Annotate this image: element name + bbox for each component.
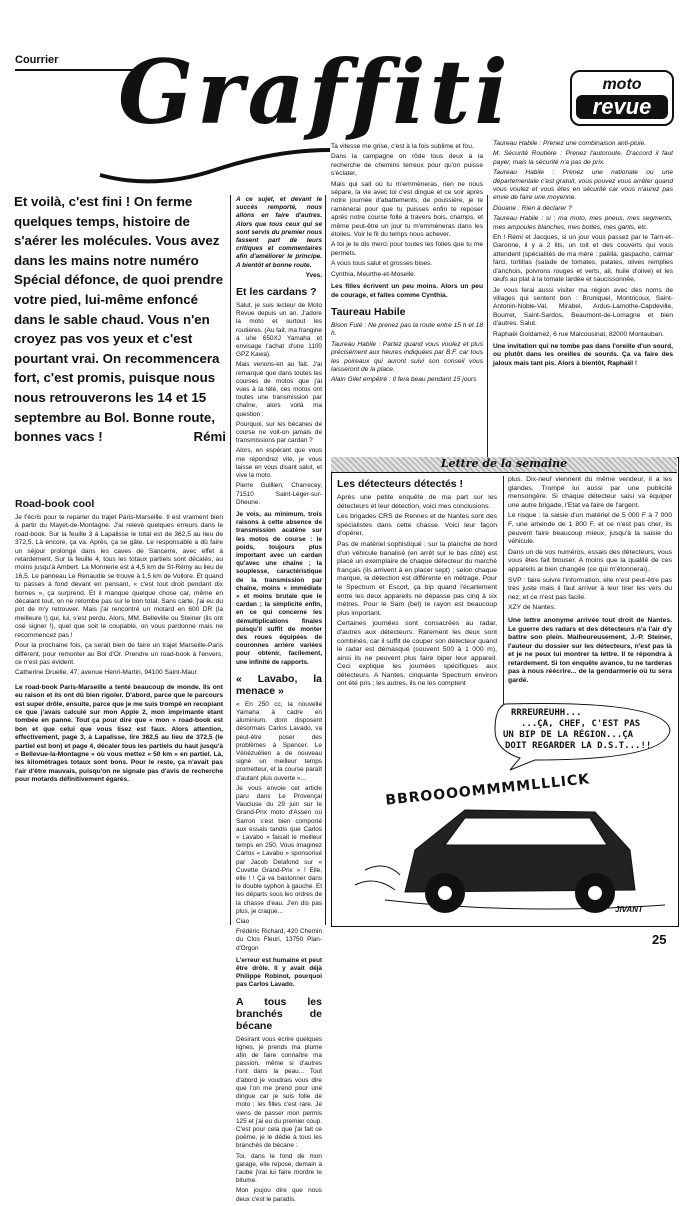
cardans-heading: Et les cardans ? xyxy=(236,286,317,299)
editor-reply: Une lettre anonyme arrivée tout droit de Nantes. Le guerre des radars et des détecteurs n'a l'air d'y battre son plein. Malheureusement, J.-P. Steiner, l'auteur du dossier sur les détecteurs, n'est pas là et je ne peux lui montrer ta lettre. Il te répondra à retardement. Si ton enquête avance, tu ne tarderas pas à nous réécrire... de la gendarmerie où tu sera gardé. xyxy=(508,616,672,685)
editor-reply: Le road-book Paris-Marseille a tenté beaucoup de monde. Ils ont eu raison et ils ont dû bien rigoler. D'abord, parce que le parcours est super drôle, ensuite, parce que je me suis trompé en recopiant ce que j'avais calculé sur mon Apple 2, mon imprimante étant tombée en panne. Tout ça pour dire que « mon » road-book est bon et que celui que vous lisez est faux. Alors attention, effectivement, page 3, à Lapalisse, lire 362,5 au lieu de 372,5 (le partiel est bon) et page 4, décaler tous les partiels du haut jusqu'à « Bellevue-la-Montagne » où vous mettez « 50 km » en partiel. Là, les kilométrages totaux sont bons. Pour le reste, ça n'avait pas l'air d'être mauvais, puisqu'on ne signale pas d'avis de recherche pour motards définitivement égarés. xyxy=(15,683,223,784)
speech-line: RRREUREUHH... xyxy=(511,708,582,718)
letter-paragraph: Alain Gilet empêtré : Il fera beau pendant 15 jours xyxy=(331,376,477,384)
letter-paragraph: Taureau Habile : Prenez une combinaison anti-pluie. xyxy=(493,140,646,147)
editor-reply: A ce sujet, et devant le succès remporté, nous allons en faire d'autres. Alors que tous ceux qui se sont servis du premier nous fassent part de leurs critiques et commentaires afin d'améliorer le principe. A bientôt et bonne route. xyxy=(236,196,322,269)
editor-reply: Une invitation qui ne tombe pas dans l'oreille d'un sourd, ou plutôt dans les oreilles de sourds. Ça va faire des jaloux mais tant pis. Alors à bientôt, Raphaël ! xyxy=(493,342,673,367)
column-4 xyxy=(493,140,673,370)
poem-line: Ta vitesse me grise, c'est à la fois sublime et fou. xyxy=(331,143,474,150)
letter-paragraph: Pourquoi, sur les bécanes de course ne voit-on jamais de transmissions par cardan ? xyxy=(236,420,322,445)
letter-paragraph: Je t'écris pour te reparler du trajet Paris-Marseille. Il est vraiment bien à partir du Mayet-de-Montagne. J'ai relevé quelques erreurs dans le road-book. Sur la feuille 3 à Lapalisse le total est de 362,5 au lieu de 372,5. Là encore, ça va. Après, ça se gâte. Le responsable a dû faire un séjour prolongé dans les caves de Sancerre, avec effet à retardement. Sur la feuille 4, tous les totaux partiels sont décalés, au moins jusqu'à Ambert. La Monnerie est à 4,5 km de St-Rémy au lieu de 16,5. Le panneau Le Renaudie se trouve à 1,5 km de Vollore. Et quand tu passes à fond devant en pensant, « c'est tout droit pendant dix bornes », ça surprend. Et il manque quelque chose car, même en décalant tout, on ne retombe pas sur le bon total. Sans carte, j'ai eu du pot de m'y retrouver. Mais j'ai rencontré un motard en 600 DR (la meilleure !) qui, lui, s'est perdu. Alors, MM. Belleville ou Steiner (ils ont osé signer !), quel que soit le coupable, on vous pardonne mais ne recommencez pas ! xyxy=(15,514,223,639)
lavabo-heading: « Lavabo, la menace » xyxy=(236,672,322,697)
letter-paragraph: Mais venons-en au fait. J'ai remarqué que dans toutes les courses de motos que j'ai vues à la télé, ces motos ont toutes une transmission par chaîne, alors voilà ma question : xyxy=(236,361,322,418)
poem-line: A toi je te dis merci pour toutes les folies que tu me permets. xyxy=(331,241,483,257)
lettre-left xyxy=(337,476,497,691)
editor-signature: Yves. xyxy=(305,271,322,279)
letter-paragraph: Salut, je suis lecteur de Moto Revue depuis un an. J'adore la moto et surtout les routières. (Au fait, ma frangine a une 650XJ Yamaha et envisage l'achat d'une 1100 GPZ Kawa). xyxy=(236,302,322,359)
letter-paragraph: Le risque : la saisie d'un matériel de 5 000 F à 7 000 F, une amende de 1 800 F, et ce n'est pas cher, ils peuvent faire beaucoup mieux, jusqu'à la saisie du véhicule. xyxy=(508,512,672,546)
letter-paragraph: Eh ! Rémi et Jacques, si un jour vous passez par le Tarn-et-Garonne, il y a 2 lits, un toit et des couverts qui vous attendent (spécialités de ma mère : paëlla, gaspacho, calmar farci, tortillas (salade de tomates, patates, olives remplies d'anchois, poivrons rouges et verts, ail, huile d'olive) et les œufs au plat à la tomate lardée et saucissonnée. xyxy=(493,234,673,284)
speech-line: UN BIP DE LA RÉGION...ÇA xyxy=(503,730,634,740)
letter-paragraph: Douane : Rien à déclarer ? xyxy=(493,204,572,212)
letter-paragraph: Taureau Habile : Partez quand vous voulez et plus précisément aux heures indiquées par B.F. car tous les poireaux qui auront suivi son conseil vous laisseront de la place. xyxy=(331,340,483,373)
section-label: Courrier xyxy=(15,54,59,66)
sound-effect: BBROOOOMMMMLLLICK xyxy=(384,771,591,809)
intro-text: Et voilà, c'est fini ! On ferme quelques temps, histoire de s'aérer les molécules. Vous avez dans les mains notre numéro Spécial défonce, de quoi prendre votre pied, lui-même enfoncé dans le sable chaud. Vous n'en croyez pas vos yeux et c'est pourtant vrai. On recommencera fort, c'est promis, puisque nous nous retrouverons les 14 et 15 septembre au Bol. Bonne route, bonnes vacs ! xyxy=(14,194,224,445)
letter-signature: Raphaël Goldamez, 6 rue Malcousinat, 82000 Montauban. xyxy=(493,330,664,338)
letter-paragraph: Bison Futé : Ne prenez pas la route entre 15 h et 18 h. xyxy=(331,321,483,338)
cartoon xyxy=(345,700,675,922)
branches-heading: A tous les branchés de bécane xyxy=(236,995,322,1032)
column-1 xyxy=(15,492,223,787)
lettre-column-rule xyxy=(503,476,504,704)
speech-line: ...ÇA, CHEF, C'EST PAS xyxy=(521,719,641,729)
intro-box xyxy=(14,192,226,496)
column-2-real xyxy=(236,196,322,1206)
letter-paragraph: Toi, dans le fond de mon garage, elle repose, demain à l'aube j'irai lui faire mordre le bitume. xyxy=(236,1152,322,1185)
letter-paragraph: SVP : faire suivre l'information, elle n'est peut-être pas très juste mais il faut arriver à leur tirer les vers du nez, et ce n'est pas facile. xyxy=(508,576,672,601)
column-rule xyxy=(487,195,488,457)
editor-reply: L'erreur est humaine et peut être drôle. Il y avait déjà Philippe Robinot, pourquoi pas Carlos Lavado. xyxy=(236,956,322,989)
letter-signature: Catherine Druelle, 47, avenue Henri-Martin, 94100 Saint-Maur. xyxy=(15,669,199,677)
letter-paragraph: M. Sécurité Routière : Prenez l'autoroute. D'accord il faut payer, mais la sécurité n'a pas de prix. xyxy=(493,150,673,166)
letter-paragraph: Taureau Habile : Prenez une nationale ou une départementale c'est gratuit, vous pouvez vous arrêter quand vous voulez et vous êtes en sécurité car vous n'aurez pas envie de faire une moyenne. xyxy=(493,169,673,202)
speech-line: DOIT REGARDER LA D.S.T...!! xyxy=(505,741,652,751)
editor-reply: Je vois, au minimum, trois raisons à cette absence de transmission acatène sur les motos de course : le poids, toujours plus important avec un cardan qu'avec une chaîne ; la souplesse, caractéristique de la transmission par chaîne, moins « immédiate » et moins brutale que le cardan ; la simplicité enfin, en ce qui concerne les démultiplications finales puisqu'il suffit de monter des roues équipées de couronnes arrière variées pour obtenir, facilement, une infinité de rapports. xyxy=(236,510,322,666)
page-number: 25 xyxy=(652,932,667,947)
letter-paragraph: Dans un de vos numéros, essais des détecteurs, vous vous êtes fait blouser. A moins que la qualité de ces appareils ai bien changée (ce qui m'étonnerai). xyxy=(508,548,672,573)
lettre-right xyxy=(508,476,672,688)
logo-moto: moto xyxy=(602,76,642,93)
letter-paragraph: plus. Dix-neuf viennent du même vendeur, il a les glandes. Trompé lui aussi par une publicité mensongère. Si chaque détecteur saisi va équiper une autre brigade, l'Etat va faire de l'argent. xyxy=(508,476,672,509)
poem-line: A vous tous salut et grosses bises. xyxy=(331,260,433,268)
letter-paragraph: Je vous envoie cet article paru dans Le Provençal Vaucluse du 29 juin sur le Grand-Prix moto d'Assen où Sarron s'est bien comporté aux essais tandis que Carlos « Lavabo » faisait le meilleur temps en 250. Vous imaginez Carlos « Lavabo » sponsorisé par Jacob Delafond sur « Cuvette Grand-Prix » ! Elle, elle ! ! Ça va bastonner dans le double syphon à gauche. Et les départs sous les ordres de la chasse d'eau. J'en dis pas plus, je craque... xyxy=(236,784,322,915)
section-rule xyxy=(15,69,135,71)
letter-signature: XZY de Nantes. xyxy=(508,604,556,612)
taureau-heading: Taureau Habile xyxy=(331,305,406,318)
letter-signature: Cynthia, Meurthe-et-Moselle. xyxy=(331,270,416,278)
letter-signature: Frédéric Richard, 420 Chemin du Clos Fleuri, 13750 Plan-d'Orgon xyxy=(236,928,322,952)
letter-paragraph: Je vous ferai aussi visiter ma région avec des noms de villages qui sentent bon : Bruniquel, Montricoux, Saint-Antonin-Noble-Val, Mirabel, Ardus-Lamothe-Capdeville, Bourret, Saint-Sardos, Beaumont-de-Lomagne et bien d'autres. Salut. xyxy=(493,286,673,328)
letter-paragraph: Désirant vous écrire quelques lignes, je prends ma plume afin de faire connaître ma passion, même si d'autres l'ont dans la peau... Tout d'abord je voudrais vous dire que l'on me prend pour une dingue car je suis folle de moto ; les filles c'est rare. Je viens de passer mon permis 125 et j'ai eu du premier coup. C'est pour cela que j'ai fait ce poème, je le dédie à tous les branchés de bécane : xyxy=(236,1035,322,1150)
letter-paragraph: Les brigades CRS de Rennes et de Nantes sont des spécialistes dans cette chasse. Voici leur façon d'opérer. xyxy=(337,513,497,538)
letter-paragraph: Alors, en espérant que vous me répondrez vite, je vous laisse en vous disant salut, et vive la moto. xyxy=(236,447,322,480)
lettre-banner: Lettre de la semaine xyxy=(331,457,677,473)
column-rule xyxy=(325,195,326,925)
letter-paragraph: Certaines journées sont consacrées au radar, d'autres aux détecteurs. Rarement les deux sont combinés, car il suffit de couper son détecteur quand le radar est démasqué (souvent 500 à 1 000 m), ainsi ils ne peuvent plus faire biper leur appareil. Ceci explique les journées spécifiques aux détecteurs. A Nantes, cinquante Spectrum environ ont été pris ; les autres, ils ne les comptent xyxy=(337,620,497,688)
letter-paragraph: « En 250 cc, la nouvelle Yamaha à cadre en aluminium, dont disposent désormais Carlos Lavado, va peut-être poser des problèmes à Spencer. Le Vénézuélien a de nouveau signé un meilleur temps prometteur, et la course paraît d'autant plus ouverte »... xyxy=(236,700,322,782)
moto-revue-logo xyxy=(570,70,674,126)
poem-line: Dans la campagne on rôde tous deux à la recherche de chemins terreux pour qu'on puisse s'éclater, xyxy=(331,153,483,178)
letter-paragraph: Pas de matériel sophistiqué ; sur la planche de bord d'un véhicule banalisé (en arrêt sur le bas côté) est placé un exemplaire de chaque détecteur du marché français (ils arrivent à en placer sept) ; selon chaque marque, la détection est différente en métrage. Pour le Spectrum et Escort, ça bip quand l'écartement entre les deux appareils ne dépasse pas cinq à six mètres. Pour le Sam (bel) le rayon est beaucoup plus important. xyxy=(337,540,497,617)
road-book-heading: Road-book cool xyxy=(15,498,95,510)
letter-paragraph: Mon joujou dire que nous deux c'est le paradis. xyxy=(236,1187,322,1203)
letter-paragraph: Taureau Habile : si ; ma moto, mes pneus, mes segments, mes ampoules blanches, mes bottes, mes gants, etc. xyxy=(493,215,673,231)
logo-revue: revue xyxy=(576,95,668,119)
column-3 xyxy=(331,143,483,387)
page-title: Graffiti xyxy=(118,40,512,144)
letter-signature: Pierre Guillien, Charrecey, 71510 Saint-Léger-sur-Dheune. xyxy=(236,482,322,506)
intro-signature: Rémi xyxy=(193,429,226,445)
title-swash xyxy=(95,130,335,190)
column-rule xyxy=(230,195,231,925)
poem-line: Mais qui sait où tu m'emmèneras, rien ne nous sépare, la vie avec toi c'est dingue et ce soir après notre journée d'abattements, de poussière, je te ramènerai pour que tu puisses enfin te reposer après notre course folle à travers bois, champs, et même peut-être un jour tu m'emmèneras dans les étoiles. Voir le fil du temps nous achever. xyxy=(331,180,483,239)
editor-reply: Les filles écrivent un peu moins. Alors un peu de courage, et faites comme Cynthia. xyxy=(331,283,483,299)
detecteurs-heading: Les détecteurs détectés ! xyxy=(337,478,464,490)
letter-paragraph: Après une petite enquête de ma part sur les détecteurs et leur détection, voici mes conclusions. xyxy=(337,494,497,510)
cartoonist-signature: JIVANT xyxy=(615,905,643,914)
letter-paragraph: Pour la prochaine fois, ça serait bien de faire un trajet Marseille-Paris différent, pour remonter au Bol d'Or. Prendre un road-book à l'envers, ce n'est pas évident. xyxy=(15,642,223,666)
letter-paragraph: Ciao xyxy=(236,918,250,926)
